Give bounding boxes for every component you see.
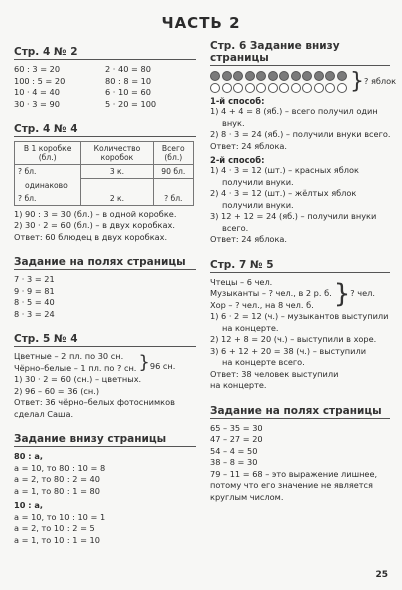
answer-line: Ответ: 36 чёрно–белых фотоснимков (14, 397, 175, 407)
brace-label: 96 сн. (149, 360, 176, 371)
expression-line: а = 2, то 80 : 2 = 40 (14, 474, 100, 484)
heading-p4-n4: Стр. 4 № 4 (14, 123, 196, 137)
brace-icon: } (350, 69, 364, 94)
brace-label: ? чел. (350, 288, 375, 298)
heading-p4-n2: Стр. 4 № 2 (14, 46, 196, 60)
brace-icon: } (138, 351, 150, 373)
solution-line: 1) 4 + 4 = 8 (яб.) – всего получил один (210, 106, 378, 116)
red-apple-icon (222, 71, 232, 81)
yellow-apple-icon (279, 83, 289, 93)
solution-line: всего. (222, 222, 249, 233)
photo-condition (14, 351, 196, 374)
red-apple-icon (325, 71, 335, 81)
page-number: 25 (375, 570, 388, 580)
equation: 9 · 9 = 81 (14, 285, 55, 296)
equation: 2 · 40 = 80 (105, 64, 151, 74)
left-column (14, 40, 196, 546)
yellow-apple-icon (325, 83, 335, 93)
yellow-apple-icon (291, 83, 301, 93)
equation: 79 – 11 = 68 – это выражение лишнее, (210, 468, 378, 479)
red-apple-icon (279, 71, 289, 81)
solution-line: 2) 8 · 3 = 24 (яб.) – получили внуки всего. (210, 129, 391, 139)
yellow-apple-icon (210, 83, 220, 93)
expression-line: а = 2, то 10 : 2 = 5 (14, 523, 95, 533)
equation: 60 : 3 = 20 (14, 64, 61, 74)
table-cell: ? бл. (15, 192, 81, 206)
red-apple-icon (268, 71, 278, 81)
equation: 47 – 27 = 20 (210, 434, 263, 444)
yellow-apple-icon (233, 83, 243, 93)
solution-line: 3) 12 + 12 = 24 (яб.) – получили внуки (210, 211, 377, 221)
heading-margin-task: Задание на полях страницы (14, 256, 196, 270)
table-cell: 90 бл. (153, 165, 193, 179)
condition-line: Чтецы – 6 чел. (210, 276, 273, 287)
solution-line: 2) 96 – 60 = 36 (сн.) (14, 385, 100, 396)
table-header: Количество коробок (81, 142, 153, 165)
expression-line: а = 10, то 80 : 10 = 8 (14, 462, 106, 473)
expression-line: а = 1, то 80 : 1 = 80 (14, 485, 100, 496)
solution-line: 2) 12 + 8 = 20 (ч.) – выступили в хоре. (210, 334, 377, 344)
expression-line: а = 10, то 10 : 10 = 1 (14, 511, 106, 522)
equation: 80 : 8 = 10 (105, 75, 152, 86)
solution-line: получили внуки. (222, 176, 294, 187)
table-cell: 2 к. (81, 192, 153, 206)
equation: 30 · 3 = 90 (14, 98, 60, 109)
yellow-apple-icon (245, 83, 255, 93)
solution-line: получили внуки. (222, 199, 294, 210)
solution-line: 1) 4 · 3 = 12 (шт.) – красных яблок (210, 165, 359, 175)
equation: 54 – 4 = 50 (210, 445, 258, 456)
yellow-apple-icon (302, 83, 312, 93)
table-header: Всего (бл.) (153, 142, 193, 165)
method-1-label: 1-й способ: (210, 96, 265, 106)
condition-line: Чёрно–белые – 1 пл. по ? сн. (14, 362, 137, 373)
brace-icon: } (333, 278, 351, 309)
solution-line: 2) 4 · 3 = 12 (шт.) – жёлтых яблок (210, 188, 357, 198)
equation: 10 · 4 = 40 (14, 87, 60, 97)
condition-line: Музыканты – ? чел., в 2 р. б. (210, 288, 332, 298)
answer-line: Ответ: 60 блюдец в двух коробках. (14, 231, 168, 242)
solution-line: внук. (222, 117, 245, 128)
red-apple-icon (337, 71, 347, 81)
equation: 38 – 8 = 30 (210, 457, 258, 467)
equation: 5 · 20 = 100 (105, 98, 157, 109)
yellow-apple-icon (314, 83, 324, 93)
heading-p5-n4: Стр. 5 № 4 (14, 333, 196, 347)
answer-line: Ответ: 24 яблока. (210, 234, 288, 244)
page-title: ЧАСТЬ 2 (161, 14, 241, 32)
solution-line: 1) 30 · 2 = 60 (сн.) – цветных. (14, 374, 142, 384)
equation: 7 · 3 = 21 (14, 274, 55, 284)
equation: 8 · 3 = 24 (14, 308, 55, 319)
answer-line: на концерте. (210, 380, 267, 390)
table-cell: 3 к. (81, 165, 153, 179)
concert-condition (210, 277, 390, 312)
yellow-apple-icon (337, 83, 347, 93)
table-cell: ? бл. (153, 192, 193, 206)
yellow-apple-icon (256, 83, 266, 93)
expression-head: 80 : а, (14, 451, 44, 461)
expression-line: а = 1, то 10 : 1 = 10 (14, 534, 100, 545)
red-apple-icon (210, 71, 220, 81)
heading-p7-n5: Стр. 7 № 5 (210, 259, 390, 273)
solution-line: 1) 90 : 3 = 30 (бл.) – в одной коробке. (14, 208, 177, 219)
red-apple-icon (256, 71, 266, 81)
equation: 65 – 35 = 30 (210, 422, 263, 433)
red-apple-icon (233, 71, 243, 81)
table-header: В 1 коробке (бл.) (15, 142, 81, 165)
expression-head: 10 : а, (14, 500, 44, 510)
heading-margin-task-2: Задание на полях страницы (210, 405, 390, 419)
answer-line: Ответ: 24 яблока. (210, 140, 288, 151)
equation: 6 · 10 = 60 (105, 87, 151, 97)
p4-n2-answers (14, 64, 196, 110)
equation: 100 : 5 = 20 (14, 75, 66, 86)
yellow-apple-icon (222, 83, 232, 93)
red-apple-icon (302, 71, 312, 81)
right-column (210, 40, 397, 503)
heading-p6-bottom: Стр. 6 Задание внизу страницы (210, 40, 390, 66)
boxes-table (14, 141, 194, 206)
red-apple-icon (314, 71, 324, 81)
solution-line: 3) 6 + 12 + 20 = 38 (ч.) – выступили (210, 345, 367, 356)
condition-line: Хор – ? чел., на 8 чел. б. (210, 299, 314, 310)
heading-bottom-task: Задание внизу страницы (14, 433, 196, 447)
note-line: круглым числом. (210, 491, 284, 502)
solution-line: 1) 6 · 2 = 12 (ч.) – музыкантов выступили (210, 311, 389, 321)
answer-line: Ответ: 38 человек выступили (210, 368, 339, 379)
red-apple-icon (291, 71, 301, 81)
method-2-label: 2-й способ: (210, 155, 265, 165)
solution-line: 2) 30 · 2 = 60 (бл.) – в двух коробках. (14, 220, 175, 230)
equation: 8 · 5 = 40 (14, 297, 55, 307)
condition-line: Цветные – 2 пл. по 30 сн. (14, 351, 124, 361)
table-cell: ? бл. (15, 165, 81, 179)
table-cell-note: одинаково (15, 179, 81, 192)
apples-label: ? яблок (364, 76, 397, 87)
answer-line: сделал Саша. (14, 408, 74, 419)
apples-diagram (210, 69, 397, 94)
solution-line: на концерте всего. (222, 357, 305, 367)
yellow-apple-icon (268, 83, 278, 93)
solution-line: на концерте. (222, 322, 279, 333)
note-line: потому что его значение не является (210, 480, 373, 490)
red-apple-icon (245, 71, 255, 81)
